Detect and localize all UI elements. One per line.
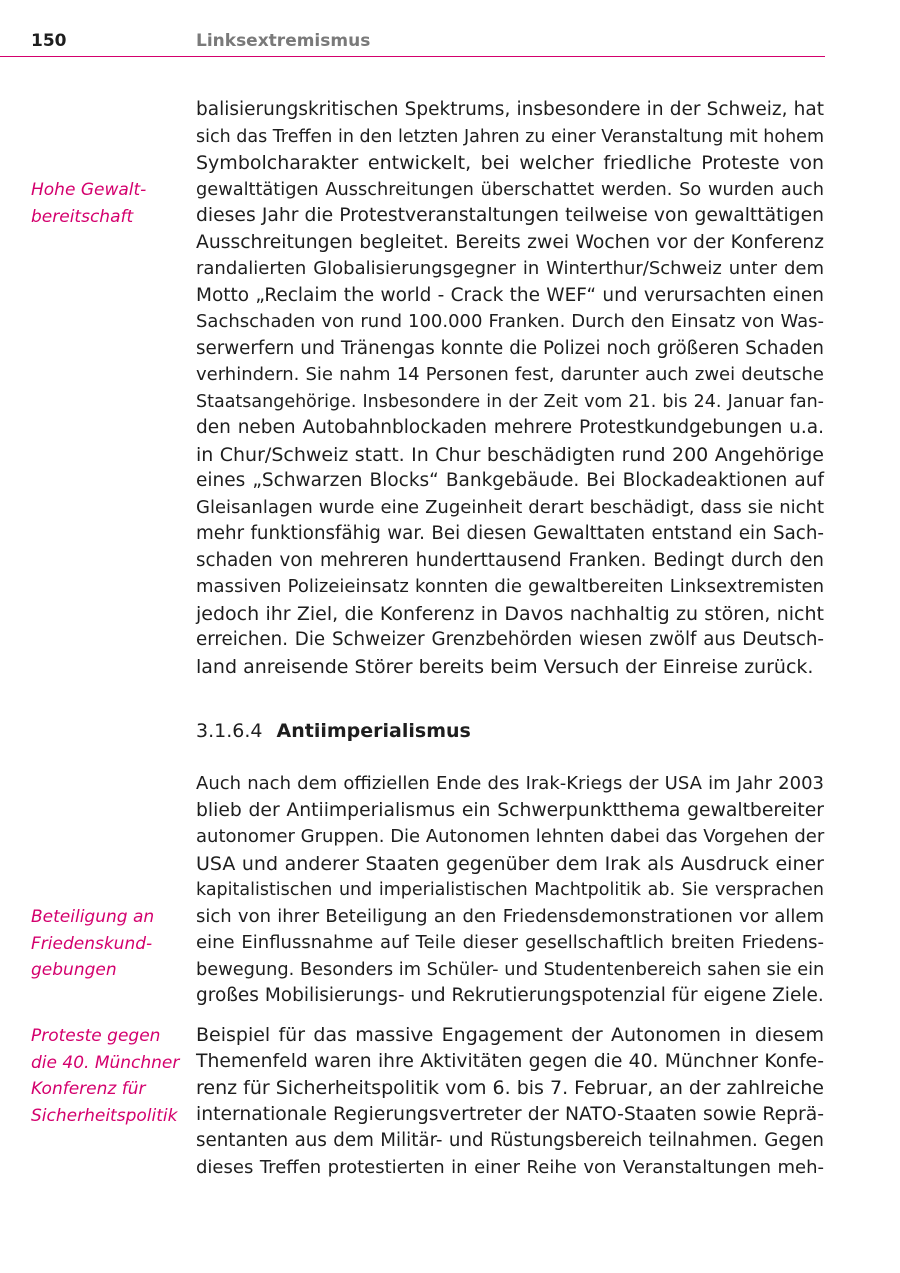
text-line: renz für Sicherheitspolitik vom 6. bis 7. Februar, an der zahlreiche <box>196 1077 824 1099</box>
margin-note-line: die 40. Münchner <box>31 1052 180 1073</box>
text-line: randalierten Globalisierungsgegner in Winterthur/Schweiz unter dem <box>196 258 824 279</box>
text-line: bewegung. Besonders im Schüler- und Studentenbereich sahen sie ein <box>196 959 825 980</box>
text-line: schaden von mehreren hunderttausend Franken. Bedingt durch den <box>196 549 824 571</box>
text-line: sentanten aus dem Militär- und Rüstungsbereich teilnahmen. Gegen <box>196 1130 824 1151</box>
margin-note-line: Hohe Gewalt- <box>31 180 147 200</box>
text-line: Staatsangehörige. Insbesondere in der Zeit vom 21. bis 24. Januar fan- <box>196 391 824 412</box>
margin-note-line: Beteiligung an <box>31 907 155 927</box>
text-line: erreichen. Die Schweizer Grenzbehörden wiesen zwölf aus Deutsch- <box>196 629 824 650</box>
text-line: Auch nach dem offiziellen Ende des Irak-Kriegs der USA im Jahr 2003 <box>196 773 824 794</box>
body-paragraph-1 <box>196 97 824 680</box>
page-header <box>0 28 825 57</box>
text-line: eines „Schwarzen Blocks“ Bankgebäude. Bei Blockadeaktionen auf <box>196 470 824 491</box>
text-line: Motto „Reclaim the world - Crack the WEF“ und verursachten einen <box>196 284 824 306</box>
text-line: gewalttätigen Ausschreitungen überschattet werden. So wurden auch <box>196 179 824 200</box>
section-number: 3.1.6.4 <box>196 720 263 742</box>
text-line: Gleisanlagen wurde eine Zugeinheit derart beschädigt, dass sie nicht <box>196 496 824 518</box>
text-line: großes Mobilisierungs- und Rekrutierungspotenzial für eigene Ziele. <box>196 985 824 1006</box>
page-number: 150 <box>31 31 67 51</box>
text-line: USA und anderer Staaten gegenüber dem Irak als Ausdruck einer <box>196 852 824 875</box>
margin-note-line: Friedenskund- <box>31 933 153 954</box>
text-line: land anreisende Störer bereits beim Versuch der Einreise zurück. <box>196 655 814 678</box>
text-line: balisierungskritischen Spektrums, insbesondere in der Schweiz, hat <box>196 99 824 120</box>
margin-note-beteiligung <box>31 904 191 984</box>
text-line: eine Einflussnahme auf Teile dieser gesellschaftlich breiten Friedens- <box>196 932 824 953</box>
margin-note-line: Konferenz für <box>31 1079 146 1099</box>
margin-note-line: Sicherheitspolitik <box>31 1105 178 1126</box>
text-line: jedoch ihr Ziel, die Konferenz in Davos nachhaltig zu stören, nicht <box>196 602 824 625</box>
text-line: kapitalistischen und imperialistischen Machtpolitik ab. Sie versprachen <box>196 880 824 900</box>
text-line: Sachschaden von rund 100.000 Franken. Durch den Einsatz von Was- <box>196 311 824 332</box>
text-line: autonomer Gruppen. Die Autonomen lehnten dabei das Vorgehen der <box>196 826 825 847</box>
text-line: Symbolcharakter entwickelt, bei welcher friedliche Proteste von <box>196 152 824 174</box>
text-line: in Chur/Schweiz statt. In Chur beschädigten rund 200 Angehörige <box>196 443 824 466</box>
margin-note-line: Proteste gegen <box>31 1026 161 1046</box>
margin-note-hohe-gewaltbereitschaft <box>31 177 191 230</box>
text-line: blieb der Antiimperialismus ein Schwerpunktthema gewaltbereiter <box>196 799 824 821</box>
text-line: Ausschreitungen begleitet. Bereits zwei Wochen vor der Konferenz <box>196 231 824 253</box>
text-line: mehr funktionsfähig war. Bei diesen Gewalttaten entstand ein Sach- <box>196 523 824 544</box>
text-line: sich von ihrer Beteiligung an den Friedensdemonstrationen vor allem <box>196 905 824 927</box>
text-line: massiven Polizeieinsatz konnten die gewaltbereiten Linksextremisten <box>196 576 824 597</box>
body-paragraph-2 <box>196 771 824 1010</box>
text-line: verhindern. Sie nahm 14 Personen fest, darunter auch zwei deutsche <box>196 364 824 385</box>
section-title: Antiimperialismus <box>276 720 471 742</box>
text-line: Beispiel für das massive Engagement der Autonomen in diesem <box>196 1024 824 1046</box>
section-heading <box>196 718 471 744</box>
text-line: serwerfern und Tränengas konnte die Polizei noch größeren Schaden <box>196 337 824 359</box>
text-line: den neben Autobahnblockaden mehrere Protestkundgebungen u.a. <box>196 417 824 438</box>
text-line: dieses Jahr die Protestveranstaltungen teilweise von gewalttätigen <box>196 205 824 226</box>
margin-note-proteste <box>31 1023 191 1129</box>
body-paragraph-3 <box>196 1022 824 1181</box>
margin-note-line: gebungen <box>31 960 117 980</box>
margin-note-line: bereitschaft <box>31 206 134 227</box>
text-line: internationale Regierungsvertreter der NATO-Staaten sowie Reprä- <box>196 1103 824 1125</box>
text-line: sich das Treffen in den letzten Jahren zu einer Veranstaltung mit hohem <box>196 126 824 147</box>
text-line: Themenfeld waren ihre Aktivitäten gegen die 40. Münchner Konfe- <box>196 1050 824 1072</box>
running-head: Linksextremismus <box>196 31 371 51</box>
text-line: dieses Treffen protestierten in einer Reihe von Veranstaltungen meh- <box>196 1156 824 1178</box>
